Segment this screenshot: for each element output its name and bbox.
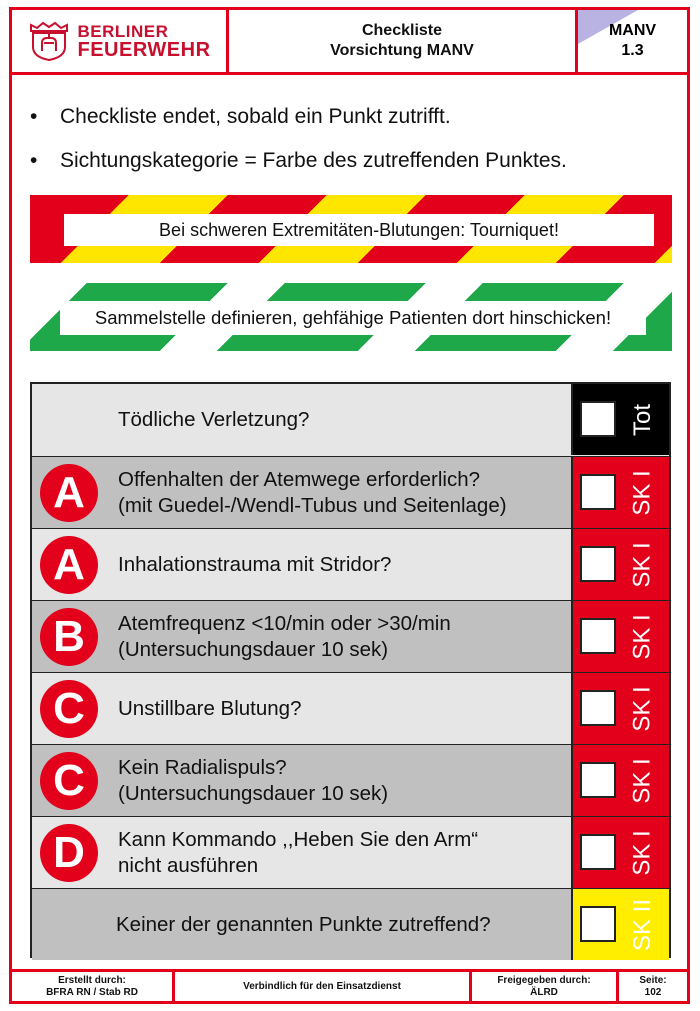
triage-row bbox=[32, 528, 669, 600]
category-label: SK I bbox=[628, 757, 656, 804]
bear-coat-of-arms-icon bbox=[27, 21, 71, 61]
triage-question bbox=[118, 457, 558, 528]
triage-question bbox=[116, 889, 556, 960]
footer-created-value: BFRA RN / Stab RD bbox=[46, 986, 138, 998]
triage-checkbox[interactable] bbox=[580, 401, 616, 437]
category-cell bbox=[571, 745, 669, 816]
tourniquet-banner bbox=[30, 195, 672, 263]
abcd-badge: A bbox=[40, 536, 98, 594]
abcd-badge: D bbox=[40, 824, 98, 882]
category-cell bbox=[571, 673, 669, 744]
triage-row bbox=[32, 672, 669, 744]
instruction-list bbox=[30, 100, 670, 188]
question-line-1: Keiner der genannten Punkte zutreffend? bbox=[116, 912, 491, 936]
tourniquet-note: Bei schweren Extremitäten-Blutungen: Tourniquet! bbox=[64, 214, 654, 246]
logo-text-feuerwehr: FEUERWEHR bbox=[77, 39, 211, 61]
title-line-2: Vorsichtung MANV bbox=[330, 42, 474, 59]
triage-checkbox[interactable] bbox=[580, 906, 616, 942]
footer-page-value: 102 bbox=[644, 986, 662, 998]
category-cell bbox=[571, 384, 669, 455]
footer-binding-text: Verbindlich für den Einsatzdienst bbox=[243, 980, 401, 992]
triage-row bbox=[32, 816, 669, 888]
assembly-banner bbox=[30, 283, 672, 351]
question-line-1: Kann Kommando ,,Heben Sie den Arm“ bbox=[118, 827, 479, 851]
triage-table bbox=[30, 382, 671, 958]
category-cell bbox=[571, 457, 669, 528]
instruction-item: • Sichtungskategorie = Farbe des zutreffenden Punktes. bbox=[30, 144, 670, 188]
triage-question bbox=[118, 817, 558, 888]
triage-checkbox[interactable] bbox=[580, 546, 616, 582]
triage-question bbox=[118, 745, 558, 816]
instruction-item: • Checkliste endet, sobald ein Punkt zutrifft. bbox=[30, 100, 670, 144]
triage-question bbox=[118, 384, 558, 455]
question-line-2: (Untersuchungsdauer 10 sek) bbox=[118, 781, 389, 805]
question-line-2: (Untersuchungsdauer 10 sek) bbox=[118, 637, 389, 661]
category-cell bbox=[571, 817, 669, 888]
question-line-1: Inhalationstrauma mit Stridor? bbox=[118, 552, 392, 576]
abcd-badge: A bbox=[40, 464, 98, 522]
triage-checkbox[interactable] bbox=[580, 474, 616, 510]
code-line-2: 1.3 bbox=[621, 42, 644, 59]
category-cell bbox=[571, 529, 669, 600]
code-cell bbox=[575, 7, 690, 75]
code-line-1: MANV bbox=[608, 22, 657, 39]
category-label: Tot bbox=[628, 403, 656, 436]
logo-cell bbox=[9, 7, 229, 75]
title-line-1: Checkliste bbox=[361, 22, 443, 39]
logo-text-berliner: BERLINER bbox=[77, 22, 169, 41]
triage-row bbox=[32, 384, 669, 456]
title-cell bbox=[226, 7, 578, 75]
triage-row bbox=[32, 456, 669, 528]
abcd-badge: C bbox=[40, 752, 98, 810]
triage-question bbox=[118, 601, 558, 672]
footer-binding bbox=[172, 969, 472, 1004]
triage-checkbox[interactable] bbox=[580, 762, 616, 798]
category-cell bbox=[571, 889, 669, 960]
question-line-1: Unstillbare Blutung? bbox=[118, 696, 302, 720]
category-label: SK I bbox=[628, 469, 656, 516]
question-line-1: Atemfrequenz <10/min oder >30/min bbox=[118, 611, 451, 635]
question-line-2: (mit Guedel-/Wendl-Tubus und Seitenlage) bbox=[118, 493, 507, 517]
category-label: SK I bbox=[628, 541, 656, 588]
abcd-badge: C bbox=[40, 680, 98, 738]
footer-created-label: Erstellt durch: bbox=[58, 974, 126, 986]
triage-row bbox=[32, 744, 669, 816]
category-label: SK II bbox=[629, 898, 656, 951]
category-label: SK I bbox=[628, 685, 656, 732]
question-line-2: nicht ausführen bbox=[118, 853, 259, 877]
question-line-1: Kein Radialispuls? bbox=[118, 755, 287, 779]
question-line-1: Offenhalten der Atemwege erforderlich? bbox=[118, 467, 481, 491]
footer-page bbox=[616, 969, 690, 1004]
abcd-badge: B bbox=[40, 608, 98, 666]
footer-approved-label: Freigegeben durch: bbox=[497, 974, 591, 986]
triage-question bbox=[118, 673, 558, 744]
assembly-note: Sammelstelle definieren, gehfähige Patienten dort hinschicken! bbox=[60, 301, 646, 335]
question-line-1: Tödliche Verletzung? bbox=[118, 407, 310, 431]
footer-page-label: Seite: bbox=[639, 974, 667, 986]
triage-row bbox=[32, 888, 669, 960]
footer-approved bbox=[469, 969, 619, 1004]
category-cell bbox=[571, 601, 669, 672]
category-label: SK I bbox=[628, 613, 656, 660]
footer-created bbox=[9, 969, 175, 1004]
triage-question bbox=[118, 529, 558, 600]
triage-checkbox[interactable] bbox=[580, 834, 616, 870]
triage-checkbox[interactable] bbox=[580, 690, 616, 726]
triage-row bbox=[32, 600, 669, 672]
triage-checkbox[interactable] bbox=[580, 618, 616, 654]
category-label: SK I bbox=[628, 829, 656, 876]
footer-approved-value: ÄLRD bbox=[530, 986, 558, 998]
